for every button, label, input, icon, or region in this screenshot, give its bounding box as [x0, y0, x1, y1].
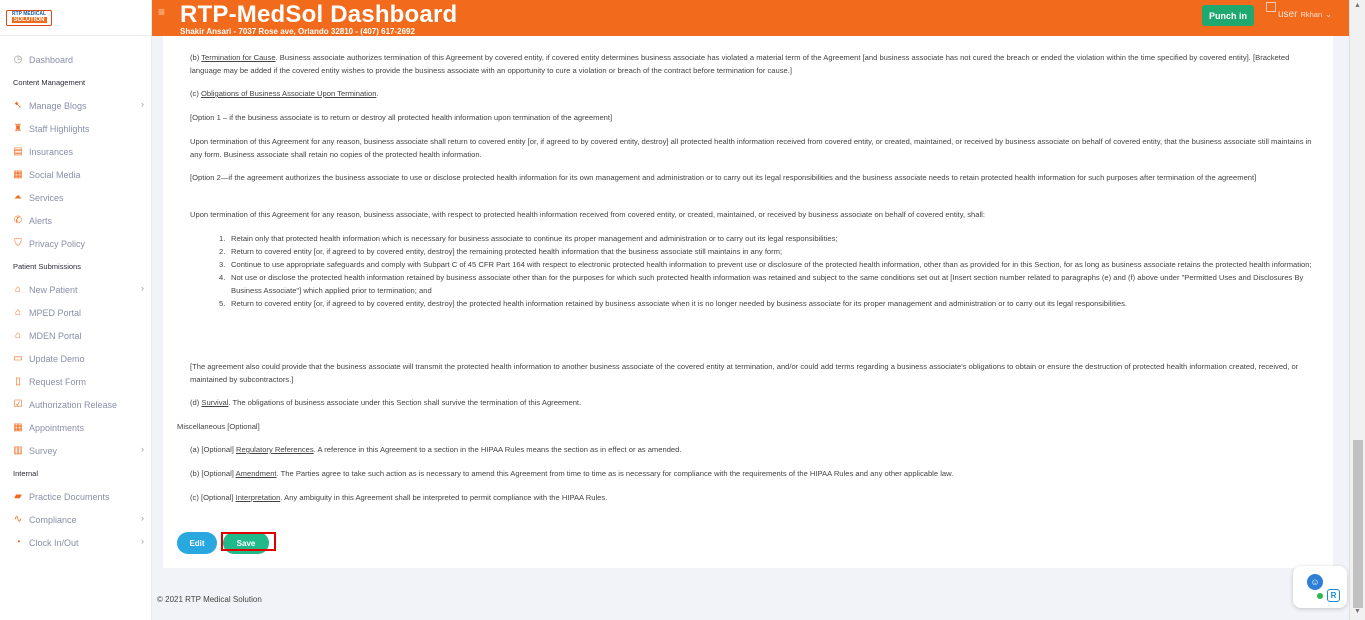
logo-text-top: RTP MEDICAL: [11, 11, 47, 17]
clause-title: Amendment: [235, 469, 277, 478]
list-item: [219, 298, 1319, 311]
list-text: Not use or disclose the protected health information retained by business associate other than for the purposes for which such protected health information was retained and subject to the same conditions set out at [Insert section number related to paragraphs (e) and (f) above under "Permitted Uses and Disclosures By Business Associate"] which applied prior to termination; and: [231, 273, 1304, 295]
top-header: [152, 0, 1349, 36]
clause-title: Obligations of Business Associate Upon Termination: [200, 89, 377, 98]
chevron-down-icon: ⌄: [1325, 9, 1332, 19]
sidebar-item-label: New Patient: [29, 284, 78, 295]
avatar: [1266, 2, 1276, 12]
chat-widget[interactable]: [1293, 566, 1347, 608]
sidebar-item-privacy-policy[interactable]: [0, 232, 152, 255]
sidebar-item-label: Clock In/Out: [29, 537, 79, 548]
sidebar-item-label: MDEN Portal: [29, 330, 82, 341]
staff-icon: ♜: [13, 123, 23, 134]
phone-icon: ✆: [13, 215, 23, 226]
home-icon: ⌂: [14, 330, 22, 341]
clause-text: . Any ambiguity in this Agreement shall be interpreted to permit compliance with the HIPAA Rules.: [280, 493, 608, 502]
clock-icon: ◔: [14, 537, 22, 548]
sidebar-item-label: Staff Highlights: [29, 123, 90, 134]
edit-button[interactable]: Edit: [177, 532, 217, 554]
list-item: [219, 272, 1319, 297]
sidebar-item-compliance[interactable]: [0, 508, 152, 531]
clause-text: . A reference in this Agreement to a section in the HIPAA Rules means the section as in effect or as amended.: [313, 445, 682, 454]
section-patient-submissions: Patient Submissions: [13, 262, 81, 271]
sidebar-item-label: Practice Documents: [29, 491, 110, 502]
misc-a-regulatory-references: [190, 444, 1318, 457]
clipboard-check-icon: ☑: [13, 399, 23, 410]
misc-c-interpretation: [190, 492, 1318, 505]
scroll-thumb[interactable]: [1353, 440, 1363, 608]
calendar-icon: ▦: [13, 422, 23, 433]
survey-icon: ▥: [13, 445, 23, 456]
signature-icon: ∿: [13, 514, 23, 525]
company-logo[interactable]: [6, 10, 52, 26]
clause-label: (c) [Optional]: [190, 493, 236, 502]
sidebar-item-mden-portal[interactable]: [0, 324, 152, 347]
user-name: Rkhan: [1300, 9, 1323, 19]
list-text: Continue to use appropriate safeguards and comply with Subpart C of 45 CFR Part 164 with respect to electronic protected health information to prevent use or disclosure of the protected health information, other than as provided for in this Section, for as long as business associate retains the protected health information;: [231, 260, 1312, 269]
clause-title: Termination for Cause: [201, 53, 276, 62]
social-media-icon: ▦: [13, 169, 23, 180]
list-text: Retain only that protected health information which is necessary for business associate to continue its proper management and administration or to carry out its legal responsibilities;: [231, 234, 838, 243]
sidebar-item-manage-blogs[interactable]: [0, 94, 152, 117]
list-number: 3.: [219, 260, 226, 269]
sidebar-item-request-form[interactable]: [0, 370, 152, 393]
online-status-dot: [1317, 593, 1323, 599]
sidebar-item-social-media[interactable]: [0, 163, 152, 186]
list-number: 1.: [219, 234, 226, 243]
sidebar-item-label: Authorization Release: [29, 399, 118, 410]
user-menu[interactable]: [1266, 2, 1332, 26]
sidebar-item-new-patient[interactable]: [0, 278, 152, 301]
chevron-right-icon: ›: [141, 283, 144, 293]
list-number: 4.: [219, 273, 226, 282]
sidebar-item-clock-in-out[interactable]: [0, 531, 152, 554]
sidebar-item-label: Alerts: [29, 215, 53, 226]
clause-label: (a) [Optional]: [190, 445, 237, 454]
scroll-down-arrow-icon[interactable]: ▼: [1354, 608, 1361, 615]
sidebar-item-label: Manage Blogs: [29, 100, 87, 111]
retention-list: [219, 233, 1319, 311]
chatbot-icon: ☺: [1307, 574, 1323, 590]
list-text: Return to covered entity [or, if agreed to by covered entity, destroy] the remaining protected health information that the business associate still maintains in any form;: [231, 247, 783, 256]
list-text: Return to covered entity [or, if agreed to by covered entity, destroy] the protected health information retained by business associate when it is no longer needed by business associate for its proper management and administration or to carry out its legal responsibilities.: [231, 298, 1127, 308]
user-alt-text: user: [1278, 8, 1298, 20]
clause-title: Interpretation: [235, 493, 281, 502]
sidebar-item-services[interactable]: [0, 186, 152, 209]
sidebar-item-mped-portal[interactable]: [0, 301, 152, 324]
agreement-content: [163, 36, 1333, 568]
id-card-icon: ▭: [13, 353, 23, 364]
clause-c-obligations: [190, 88, 1318, 101]
scroll-up-arrow-icon[interactable]: ▲: [1354, 2, 1361, 9]
sidebar-item-label: Social Media: [29, 169, 81, 180]
services-icon: ⏶: [14, 192, 22, 203]
sidebar-item-label: Update Demo: [29, 353, 85, 364]
clause-title: Survival: [201, 398, 229, 407]
clause-title: Regulatory References: [236, 445, 314, 454]
shield-icon: ⛉: [14, 238, 22, 249]
chevron-right-icon: ›: [141, 444, 144, 454]
briefcase-icon: ▰: [14, 491, 22, 502]
chevron-right-icon: ›: [141, 513, 144, 523]
sidebar-item-staff-highlights[interactable]: [0, 117, 152, 140]
sidebar-item-dashboard[interactable]: [0, 48, 152, 71]
sidebar-item-label: Dashboard: [29, 54, 74, 65]
punch-in-button[interactable]: Punch in: [1202, 5, 1254, 26]
clause-text: .: [376, 89, 379, 98]
list-item: [219, 246, 1319, 259]
list-item: [219, 259, 1319, 272]
clause-label: (b): [190, 53, 202, 62]
sidebar: [0, 0, 152, 620]
app-title: RTP-MedSol Dashboard: [180, 1, 458, 28]
logo-area[interactable]: [0, 0, 151, 36]
misc-b-amendment: [190, 468, 1318, 481]
clause-label: (c): [190, 89, 201, 98]
save-button[interactable]: Save: [223, 532, 269, 554]
logo-text-bottom: SOLUTION: [13, 17, 45, 23]
option-2-text: Upon termination of this Agreement for any reason, business associate, with respect to protected health information received from covered entity, or created, maintained, or received by business associate on behalf of covered entity, shall:: [190, 210, 985, 219]
insurance-icon: ▤: [13, 146, 23, 157]
list-number: 5.: [219, 298, 226, 308]
vertical-scrollbar[interactable]: [1349, 0, 1365, 620]
sidebar-item-insurances[interactable]: [0, 140, 152, 163]
clause-d-survival: [190, 397, 1318, 410]
recaptcha-icon: R: [1327, 589, 1340, 602]
chevron-right-icon: ›: [141, 99, 144, 109]
clause-text: . Business associate authorizes termination of this Agreement by covered entity, if covered entity determines business associate has violated a material term of the Agreement [and business associate has not cured the breach or ended the violation within the time specified by covered entity]. [Bracketed language may be added if the covered entity wishes to provide the business associate with an opportunity to cure a violation or breach of the contract before termination for cause.]: [190, 53, 1290, 75]
misc-heading: Miscellaneous [Optional]: [177, 422, 260, 431]
footer-copyright: © 2021 RTP Medical Solution: [157, 595, 262, 604]
sidebar-item-authorization-release[interactable]: [0, 393, 152, 416]
clause-b-termination-for-cause: [190, 52, 1318, 77]
list-item: [219, 233, 1319, 246]
clause-label: (d): [190, 398, 202, 407]
file-icon: ▯: [15, 376, 21, 387]
list-number: 2.: [219, 247, 226, 256]
app-subtitle: Shakir Ansari - 7037 Rose ave, Orlando 32810 - (407) 617-2692: [180, 27, 415, 36]
sidebar-item-label: Appointments: [29, 422, 85, 433]
home-icon: ⌂: [14, 307, 22, 318]
sidebar-item-label: Services: [29, 192, 64, 203]
option-1-heading: [Option 1 – if the business associate is to return or destroy all protected health information upon termination of the agreement]: [190, 113, 613, 122]
sidebar-item-label: MPED Portal: [29, 307, 82, 318]
section-content-management: Content Management: [13, 78, 86, 87]
option-2-heading: [Option 2—if the agreement authorizes the business associate to use or disclose protected health information for its own management and administration or to carry out its legal responsibilities and the business associate needs to retain protected health information for such purposes after termination of the agreement]: [190, 173, 1257, 182]
sidebar-item-label: Compliance: [29, 514, 77, 525]
home-icon: ⌂: [14, 284, 22, 295]
agreement-note: [The agreement also could provide that the business associate will transmit the protected health information to another business associate of the covered entity at termination, and/or could add terms regarding a business associate's obligations to obtain or ensure the destruction of protected health information created, received, or maintained by subcontractors.]: [190, 362, 1299, 384]
sidebar-item-label: Insurances: [29, 146, 74, 157]
hamburger-icon[interactable]: ≡: [158, 5, 166, 19]
save-button-highlight: [221, 532, 276, 551]
clause-label: (b) [Optional]: [190, 469, 236, 478]
dashboard-icon: ◷: [13, 54, 23, 65]
sidebar-item-appointments[interactable]: [0, 416, 152, 439]
clause-text: . The Parties agree to take such action as is necessary to amend this Agreement from time to time as is necessary for compliance with the requirements of the HIPAA Rules and any other applicable law.: [276, 469, 954, 478]
option-1-text: Upon termination of this Agreement for any reason, business associate shall return to covered entity [or, if agreed to by covered entity, destroy] all protected health information received from covered entity, or created, maintained, or received by business associate on behalf of covered entity, that the business associate still maintains in any form. Business associate shall retain no copies of the protected health information.: [190, 137, 1312, 159]
sidebar-item-alerts[interactable]: [0, 209, 152, 232]
sidebar-nav: [0, 48, 152, 554]
sidebar-item-practice-documents[interactable]: [0, 485, 152, 508]
sidebar-item-update-demo[interactable]: [0, 347, 152, 370]
blog-icon: ➷: [13, 100, 23, 111]
chevron-right-icon: ›: [141, 536, 144, 546]
sidebar-item-label: Survey: [29, 445, 58, 456]
sidebar-item-survey[interactable]: [0, 439, 152, 462]
sidebar-item-label: Privacy Policy: [29, 238, 86, 249]
sidebar-item-label: Request Form: [29, 376, 87, 387]
section-internal: Internal: [13, 469, 39, 478]
clause-text: . The obligations of business associate under this Section shall survive the termination of this Agreement.: [228, 398, 582, 407]
